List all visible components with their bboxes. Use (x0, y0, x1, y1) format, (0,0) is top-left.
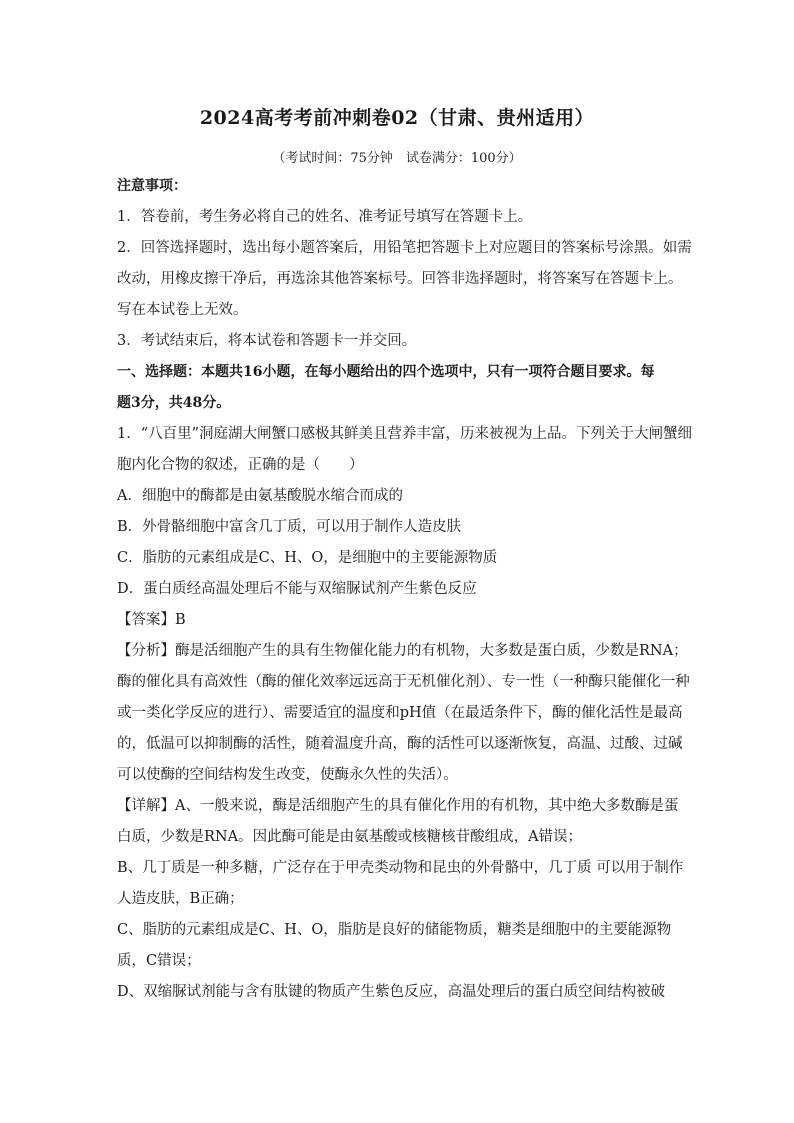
section-heading-line-2: 题3分，共48分。 (117, 395, 231, 411)
analysis-line-1: 【分析】酶是活细胞产生的具有生物催化能力的有机物，大多数是蛋白质，少数是RNA； (117, 643, 688, 659)
section-heading-line-1: 一、选择题：本题共16小题，在每小题给出的四个选项中，只有一项符合题目要求。每 (117, 364, 655, 380)
notice-item-2-line-3: 写在本试卷上无效。 (117, 302, 248, 318)
exam-info: （考试时间：75分钟 试卷满分：100分） (272, 151, 522, 166)
option-a: A．细胞中的酶都是由氨基酸脱水缩合而成的 (117, 488, 403, 504)
page-title: 2024高考考前冲刺卷02（甘肃、贵州适用） (199, 107, 595, 129)
notice-item-3: 3．考试结束后，将本试卷和答题卡一并交回。 (117, 333, 417, 349)
detail-line-7: D、双缩脲试剂能与含有肽键的物质产生紫色反应，高温处理后的蛋白质空间结构被破 (117, 984, 666, 1000)
detail-line-4: 人造皮肤，B正确； (117, 891, 244, 907)
detail-line-2: 白质，少数是RNA。因此酶可能是由氨基酸或核糖核苷酸组成，A错误； (117, 829, 583, 845)
detail-line-6: 质，C错误； (117, 953, 201, 969)
notice-item-1: 1．答卷前，考生务必将自己的姓名、准考证号填写在答题卡上。 (117, 209, 533, 225)
analysis-line-2: 酶的催化具有高效性（酶的催化效率远远高于无机催化剂）、专一性（一种酶只能催化一种 (117, 674, 690, 690)
analysis-line-5: 可以使酶的空间结构发生改变，使酶永久性的失活）。 (117, 767, 458, 783)
question-1-stem-line-1: 1．“八百里”洞庭湖大闸蟹口感极其鲜美且营养丰富，历来被视为上品。下列关于大闸蟹细 (117, 426, 692, 442)
detail-line-3: B、几丁质是一种多糖，广泛存在于甲壳类动物和昆虫的外骨骼中，几丁质 可以用于制作 (117, 860, 684, 876)
detail-line-1: 【详解】A、一般来说，酶是活细胞产生的具有催化作用的有机物，其中绝大多数酶是蛋 (117, 798, 679, 814)
notice-item-2-line-1: 2．回答选择题时，选出每小题答案后，用铅笔把答题卡上对应题目的答案标号涂黑。如需 (117, 240, 692, 256)
detail-line-5: C、脂肪的元素组成是C、H、O，脂肪是良好的储能物质，糖类是细胞中的主要能源物 (117, 922, 672, 938)
option-b: B．外骨骼细胞中富含几丁质，可以用于制作人造皮肤 (117, 519, 462, 535)
analysis-line-4: 的，低温可以抑制酶的活性，随着温度升高，酶的活性可以逐渐恢复，高温、过酸、过碱 (117, 736, 683, 752)
option-c: C．脂肪的元素组成是C、H、O，是细胞中的主要能源物质 (117, 550, 498, 566)
question-1-stem-line-2: 胞内化合物的叙述，正确的是（ ） (117, 457, 364, 473)
notice-item-2-line-2: 改动，用橡皮擦干净后，再选涂其他答案标号。回答非选择题时，将答案写在答题卡上。 (117, 271, 683, 287)
analysis-line-3: 或一类化学反应的进行）、需要适宜的温度和pH值（在最适条件下，酶的催化活性是最高 (117, 705, 683, 721)
answer: 【答案】B (117, 612, 186, 628)
notice-heading: 注意事项： (117, 178, 187, 194)
option-d: D．蛋白质经高温处理后不能与双缩脲试剂产生紫色反应 (117, 581, 477, 597)
